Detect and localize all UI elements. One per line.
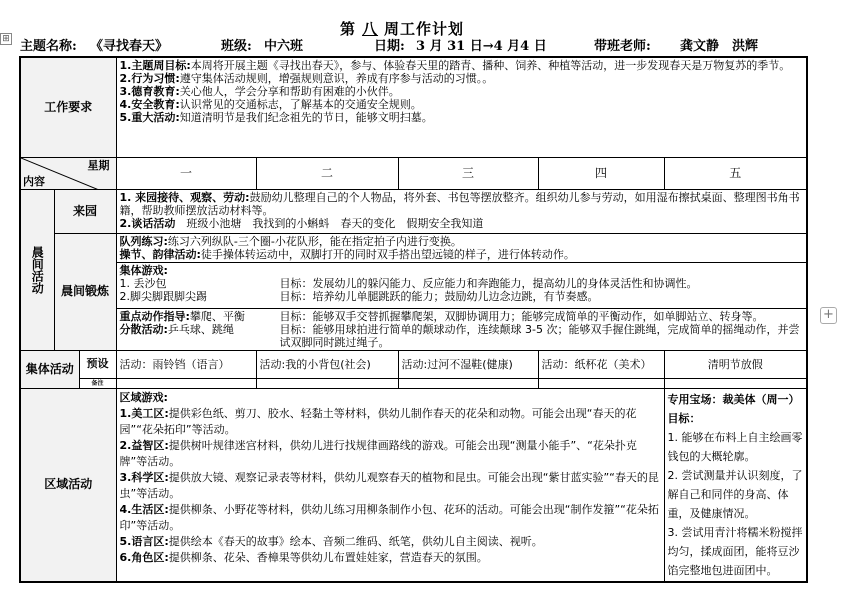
teacher-label: 带班老师: [594,39,651,54]
formation-row [20,233,807,262]
special-venue-title: 专用宝场：裁美体（周一） [667,392,800,406]
preset-label: 预设 [79,350,116,378]
class-label: 班级: [221,39,252,54]
area-activities-row [20,388,807,582]
formation-content: 队列练习:练习六列纵队-三个圈-小花队形，能在指定拍子内进行变换。 操节、韵律活动:徒手操体转运动中，双脚打开的同时双手搭出望远镜的样子，进行体转动作。 [116,233,807,262]
arrival-content: 1. 来园接待、观察、劳动:鼓励幼儿整理自己的个人物品，将外套、书包等摆放整齐。组织幼儿参与劳动，如用湿布擦拭桌面、整理图书角书籍，帮助教师摆放活动材料等。 2.谈话活动 班级小池塘 我找到的小蝌蚪 春天的变化 假期安全我知道 [116,189,807,233]
focus-row [20,308,807,350]
date-value: 3 月 31 日→4 月4 日 [416,39,547,54]
morning-activities-label: 晨间活动 [20,189,54,350]
collective-note-row [20,378,807,388]
special-goal: 2. 尝试测量并认识刻度，了解自己和同伴的身高、体重，及健康情况。 [667,468,803,520]
weekly-plan-table [19,56,808,583]
area-item: 5.语言区:提供绘本《春天的故事》绘本、音频二维码、纸笔，供幼儿自主阅读、视听。 [119,534,543,548]
theme-label: 主题名称: [20,39,77,54]
exercise-label: 晨间锻炼 [54,233,116,350]
focus-item: 分散活动:乒乓球、跳绳 目标：能够用球拍进行简单的颠球动作，连续颠球 3-5 次；能够双手握住跳绳，完成简单的摇绳动作，并尝试双脚同时跳过绳子。 [119,322,800,349]
special-venue-content: 专用宝场：裁美体（周一） 目标： 1. 能够在布料上自主绘画零钱包的大概轮廓。 2. 尝试测量并认识刻度，了解自己和同伴的身高、体重，及健康情况。 3. 尝试用青汁将糯米粉搅拌均匀，揉成面团，能将豆沙馅完整地包进面团中。 [664,388,807,582]
title-prefix: 第 [340,20,357,38]
collective-preset-row [20,350,807,378]
focus-content [116,308,807,350]
area-item: 4.生活区:提供柳条、小野花等材料，供幼儿练习用柳条制作小包、花环的活动。可能会出现“制作发箍”“花朵拓印”等活动。 [119,502,659,532]
weekday-2: 二 [256,157,398,189]
collective-day-5: 清明节放假 [664,350,807,378]
area-item: 2.益智区:提供树叶规律迷宫材料，供幼儿进行找规律画路线的游戏。可能会出现“测量小能手”、“花朵扑克牌”等活动。 [119,438,637,468]
work-item: 5.重大活动:知道清明节是我们纪念祖先的节日，能够文明扫墓。 [119,111,433,124]
note-label: 备注 [79,378,116,388]
title-week-number: 八 [362,20,379,38]
game-item: 1. 丢沙包 目标：发展幼儿的躲闪能力、反应能力和奔跑能力，提高幼儿的身体灵活性和协调性。 [119,276,698,290]
work-item: 3.德育教育:关心他人，学会分享和帮助有困难的小伙伴。 [119,85,400,98]
collective-day-4: 活动：纸杯花（美术） [538,350,664,378]
teacher-value: 龚文静 洪辉 [680,39,759,54]
collective-day-3: 活动:过河不湿鞋(健康) [398,350,538,378]
collective-activities-label: 集体活动 [20,350,79,388]
work-item: 2.行为习惯:遵守集体活动规则，增强规则意识，养成有序参与活动的习惯。。 [119,72,494,85]
corner-weekday-label: 星期 [87,158,110,172]
collective-day-1: 活动：雨铃铛（语言） [116,350,256,378]
date-label: 日期: [374,39,405,54]
week-corner-cell [20,157,116,189]
group-games-content: 集体游戏: 1. 丢沙包 目标：发展幼儿的躲闪能力、反应能力和奔跑能力，提高幼儿的身体灵活性和协调性。 2.脚尖脚跟脚尖踢 目标：培养幼儿单腿跳跃的能力；鼓励幼儿边念边跳，有节奏感。 [116,262,807,308]
morning-arrival-row [20,189,807,233]
work-requirements-content [116,57,807,157]
area-item: 3.科学区:提供放大镜、观察记录表等材料，供幼儿观察春天的植物和昆虫。可能会出现“紫甘蓝实验”“春天的昆虫”等活动。 [119,470,659,500]
weekday-3: 三 [398,157,538,189]
area-activities-label: 区域活动 [20,388,116,582]
collective-day-2: 活动:我的小背包(社会) [256,350,398,378]
title-suffix: 周工作计划 [384,20,465,38]
area-item: 6.角色区:提供柳条、花朵、香樟果等供幼儿布置娃娃家，营造春天的氛围。 [119,550,488,564]
work-requirements-row [20,57,807,157]
class-value: 中六班 [264,39,304,54]
area-item: 1.美工区:提供彩色纸、剪刀、胶水、轻黏土等材料，供幼儿制作春天的花朵和动物。可能会出现“春天的花园”“花朵拓印”等活动。 [119,406,637,436]
add-column-plus-icon[interactable]: + [820,307,837,324]
weekday-4: 四 [538,157,664,189]
plan-header [20,35,820,55]
work-item: 4.安全教育:认识常见的交通标志，了解基本的交通安全规则。 [119,98,422,111]
focus-item: 重点动作指导:攀爬、平衡 目标：能够双手交替抓握攀爬架，双脚协调用力；能够完成简单的平衡动作，如单脚站立、转身等。 [119,309,764,323]
special-goal: 1. 能够在布料上自主绘画零钱包的大概轮廓。 [667,430,803,463]
group-games-row [20,262,807,308]
work-requirements-label: 工作要求 [20,57,116,157]
corner-content-label: 内容 [23,174,45,188]
work-item: 1.主题周目标:本周将开展主题《寻找出春天》，参与、体验春天里的踏青、播种、饲养、种植等活动，进一步发现春天是万物复苏的季节。 [119,59,791,72]
weekday-5: 五 [664,157,807,189]
week-header-row [20,157,807,189]
game-item: 2.脚尖脚跟脚尖踢 目标：培养幼儿单腿跳跃的能力；鼓励幼儿边念边跳，有节奏感。 [119,289,599,303]
theme-value: 《寻找春天》 [90,39,169,54]
arrival-label: 来园 [54,189,116,233]
special-goal: 3. 尝试用青汁将糯米粉搅拌均匀，揉成面团，能将豆沙馅完整地包进面团中。 [667,525,803,577]
area-games-content: 区域游戏: 1.美工区:提供彩色纸、剪刀、胶水、轻黏土等材料，供幼儿制作春天的花朵和动物。可能会出现“春天的花园”“花朵拓印”等活动。 2.益智区:提供树叶规律迷宫材料，供幼儿进行找规律画路线的游戏。可能会出现“测量小能手”、“花朵扑克牌”等活动。 3.科学区:提供放大镜、观察记录表等材料，供幼儿观察春天的植物和昆虫。可能会出现“紫甘蓝实验”“春天的昆虫”等活动。 4.生活区:提供柳条、小野花等材料，供幼儿练习用柳条制作小包、花环的活动。可能会出现“制作发箍”“花朵拓印”等活动。 5.语言区:提供绘本《春天的故事》绘本、音频二维码、纸笔，供幼儿自主阅读、视听。 6.角色区:提供柳条、花朵、香樟果等供幼儿布置娃娃家，营造春天的氛围。 [116,388,664,582]
table-move-handle-icon[interactable]: ⊞ [0,33,12,45]
weekday-1: 一 [116,157,256,189]
